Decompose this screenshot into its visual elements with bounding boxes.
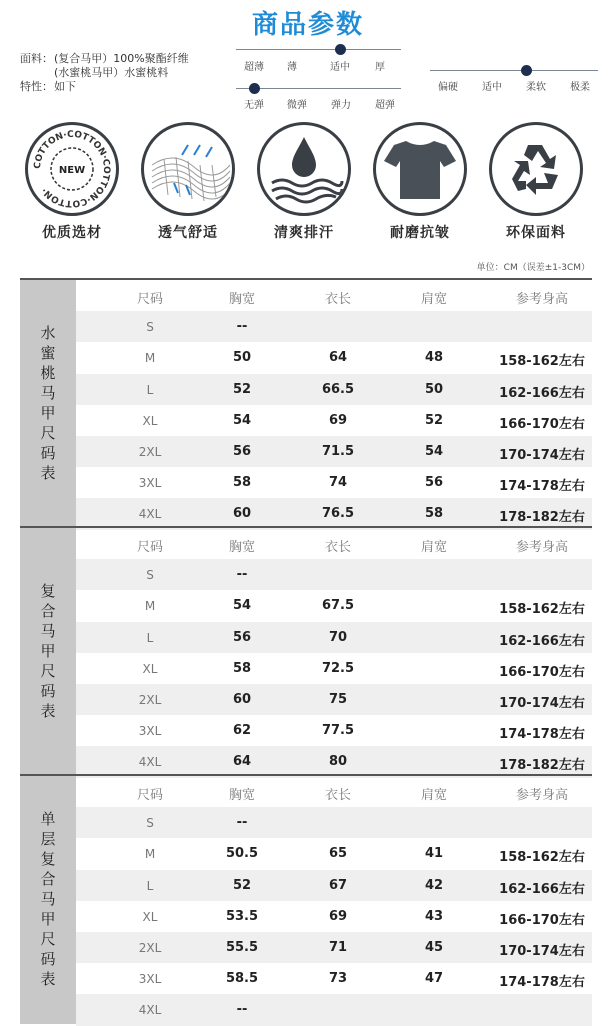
size-cell: M: [144, 847, 156, 862]
table-row: [76, 838, 592, 869]
thickness-label: 适中: [330, 62, 350, 73]
value-cell: --: [236, 815, 248, 831]
feature-eco-fabric: [486, 122, 586, 242]
size-cell: 3XL: [138, 476, 162, 491]
column-header: 胸宽: [228, 292, 256, 307]
size-table: [20, 774, 592, 1024]
value-cell: 76.5: [321, 506, 355, 522]
value-cell: 48: [424, 350, 444, 366]
value-cell: 178-182左右: [499, 758, 585, 774]
elasticity-label: 微弹: [287, 100, 307, 111]
size-table: [20, 526, 592, 776]
feature-label: 特性：: [20, 80, 53, 93]
unit-note: 单位：CM（误差±1-3CM）: [476, 263, 590, 273]
column-header: 尺码: [136, 292, 164, 307]
elasticity-label: 超弹: [375, 100, 395, 111]
size-cell: S: [146, 816, 154, 831]
column-header: 尺码: [136, 540, 164, 555]
size-cell: L: [146, 382, 154, 397]
value-cell: 56: [232, 629, 252, 645]
value-cell: 60: [232, 506, 252, 522]
size-cell: M: [144, 351, 156, 366]
column-header: 肩宽: [420, 788, 448, 803]
softness-label: 偏硬: [438, 82, 458, 93]
value-cell: 47: [424, 971, 444, 987]
size-cell: 3XL: [138, 972, 162, 987]
column-header: 胸宽: [228, 788, 256, 803]
fabric-line-1: (复合马甲）100%聚酯纤维: [54, 52, 189, 65]
value-cell: 162-166左右: [499, 385, 585, 401]
value-cell: 64: [232, 754, 252, 770]
value-cell: 62: [232, 723, 252, 739]
value-cell: 55.5: [225, 940, 259, 955]
thickness-indicator: [335, 44, 346, 55]
page-title: 商品参数: [251, 10, 364, 40]
table-header-row: [76, 280, 592, 311]
value-cell: 50: [424, 381, 444, 397]
column-header: 肩宽: [420, 540, 448, 555]
water-drop-icon: [257, 122, 351, 216]
value-cell: 67: [328, 877, 348, 893]
value-cell: 174-178左右: [499, 727, 585, 743]
thickness-label: 薄: [287, 62, 297, 73]
table-header-row: [76, 776, 592, 807]
size-cell: L: [146, 630, 154, 645]
softness-label: 柔软: [526, 82, 546, 93]
table-row: [76, 311, 592, 342]
value-cell: 52: [232, 877, 252, 893]
table-row: [76, 870, 592, 901]
feature-label: 环保面料: [506, 225, 566, 241]
column-header: 衣长: [324, 292, 352, 307]
value-cell: 52: [424, 412, 444, 428]
size-cell: M: [144, 599, 156, 614]
value-cell: 69: [328, 412, 348, 428]
table-row: [76, 932, 592, 963]
cotton-new-badge-icon: [25, 122, 119, 216]
table-row: [76, 622, 592, 653]
table-row: [76, 746, 592, 777]
column-header: 胸宽: [228, 540, 256, 555]
value-cell: 58.5: [225, 971, 259, 987]
softness-label: 适中: [482, 82, 502, 93]
value-cell: 54: [232, 598, 252, 614]
column-header: 肩宽: [420, 292, 448, 307]
value-cell: 54: [424, 444, 444, 459]
table-row: [76, 715, 592, 746]
size-cell: XL: [142, 661, 158, 676]
value-cell: 56: [232, 444, 252, 459]
table-row: [76, 467, 592, 498]
table-title: 水蜜桃马甲尺码表: [40, 323, 56, 482]
column-header: 参考身高: [515, 540, 569, 555]
table-row: [76, 405, 592, 436]
value-cell: 66.5: [321, 381, 355, 397]
feature-label: 优质选材: [42, 225, 102, 241]
value-cell: 53.5: [225, 908, 259, 924]
size-cell: S: [146, 320, 154, 335]
size-cell: 4XL: [138, 755, 162, 770]
table-row: [76, 498, 592, 529]
feature-breathable: [138, 122, 238, 242]
value-cell: 162-166左右: [499, 633, 585, 649]
table-title: 复合马甲尺码表: [40, 581, 56, 720]
softness-label: 极柔: [570, 82, 590, 93]
value-cell: 166-170左右: [499, 416, 585, 432]
table-row: [76, 590, 592, 621]
feature-label: 清爽排汗: [274, 225, 334, 241]
value-cell: 50: [232, 350, 252, 366]
value-cell: 72.5: [321, 660, 355, 676]
feature-wear-resistant: [370, 122, 470, 242]
value-cell: 158-162左右: [499, 354, 585, 370]
column-header: 衣长: [324, 540, 352, 555]
value-cell: 73: [328, 971, 348, 987]
table-row: [76, 901, 592, 932]
elasticity-indicator: [249, 83, 260, 94]
value-cell: 67.5: [321, 598, 355, 614]
value-cell: 64: [328, 350, 348, 366]
value-cell: 43: [424, 908, 444, 924]
value-cell: 80: [328, 754, 348, 770]
value-cell: 170-174左右: [499, 696, 585, 711]
value-cell: 174-178左右: [499, 479, 585, 495]
feature-label: 透气舒适: [158, 225, 218, 241]
feature-value: 如下: [54, 80, 76, 93]
fabric-line-2: (水蜜桃马甲）水蜜桃料: [54, 66, 169, 79]
column-header: 衣长: [324, 788, 352, 803]
tshirt-icon: [373, 122, 467, 216]
size-cell: 2XL: [138, 693, 162, 707]
size-cell: 4XL: [138, 1003, 162, 1018]
table-row: [76, 994, 592, 1025]
value-cell: 71: [328, 940, 348, 955]
table-row: [76, 559, 592, 590]
value-cell: 58: [424, 506, 444, 522]
value-cell: 41: [424, 846, 444, 862]
value-cell: --: [236, 567, 248, 583]
table-row: [76, 684, 592, 715]
value-cell: 52: [232, 381, 252, 397]
size-cell: S: [146, 568, 154, 583]
value-cell: 50.5: [225, 846, 259, 862]
value-cell: 69: [328, 908, 348, 924]
recycle-icon: [489, 122, 583, 216]
value-cell: 178-182左右: [499, 510, 585, 526]
value-cell: 71.5: [321, 444, 355, 459]
elasticity-label: 无弹: [244, 100, 264, 111]
value-cell: 56: [424, 475, 444, 491]
thickness-label: 超薄: [244, 62, 264, 73]
value-cell: 158-162左右: [499, 602, 585, 618]
feature-quality-material: [22, 122, 122, 242]
value-cell: 77.5: [321, 723, 355, 739]
elasticity-label: 弹力: [331, 100, 351, 111]
table-row: [76, 342, 592, 373]
value-cell: 58: [232, 660, 252, 676]
breathable-fabric-icon: [141, 122, 235, 216]
value-cell: 170-174左右: [499, 944, 585, 959]
size-cell: 2XL: [138, 445, 162, 459]
size-cell: XL: [142, 413, 158, 428]
value-cell: 162-166左右: [499, 881, 585, 897]
value-cell: 174-178左右: [499, 975, 585, 991]
value-cell: 166-170左右: [499, 912, 585, 928]
value-cell: 45: [424, 940, 444, 955]
value-cell: 65: [328, 846, 348, 862]
value-cell: 42: [424, 877, 444, 893]
size-cell: XL: [142, 909, 158, 924]
value-cell: --: [236, 1002, 248, 1018]
value-cell: 75: [328, 692, 348, 707]
column-header: 参考身高: [515, 292, 569, 307]
value-cell: 70: [328, 629, 348, 645]
fabric-label: 面料：: [20, 52, 53, 65]
value-cell: 58: [232, 475, 252, 491]
size-cell: 2XL: [138, 941, 162, 955]
softness-indicator: [521, 65, 532, 76]
table-header-row: [76, 528, 592, 559]
size-cell: 4XL: [138, 507, 162, 522]
value-cell: 170-174左右: [499, 448, 585, 463]
table-row: [76, 807, 592, 838]
table-title: 单层复合马甲尺码表: [40, 809, 56, 988]
table-row: [76, 436, 592, 467]
value-cell: 166-170左右: [499, 664, 585, 680]
size-table: [20, 278, 592, 528]
feature-sweat-wicking: [254, 122, 354, 242]
table-row: [76, 963, 592, 994]
value-cell: 54: [232, 412, 252, 428]
column-header: 尺码: [136, 788, 164, 803]
feature-label: 耐磨抗皱: [390, 225, 450, 241]
size-cell: L: [146, 878, 154, 893]
value-cell: 158-162左右: [499, 850, 585, 866]
thickness-label: 厚: [375, 62, 385, 73]
value-cell: 60: [232, 692, 252, 707]
cotton-ring-text: COTTON·COTTON·COTTON·COTTON·: [32, 129, 112, 209]
table-row: [76, 374, 592, 405]
value-cell: 74: [328, 475, 348, 491]
new-badge-text: NEW: [58, 165, 86, 176]
table-row: [76, 653, 592, 684]
size-cell: 3XL: [138, 724, 162, 739]
value-cell: --: [236, 319, 248, 335]
column-header: 参考身高: [515, 788, 569, 803]
